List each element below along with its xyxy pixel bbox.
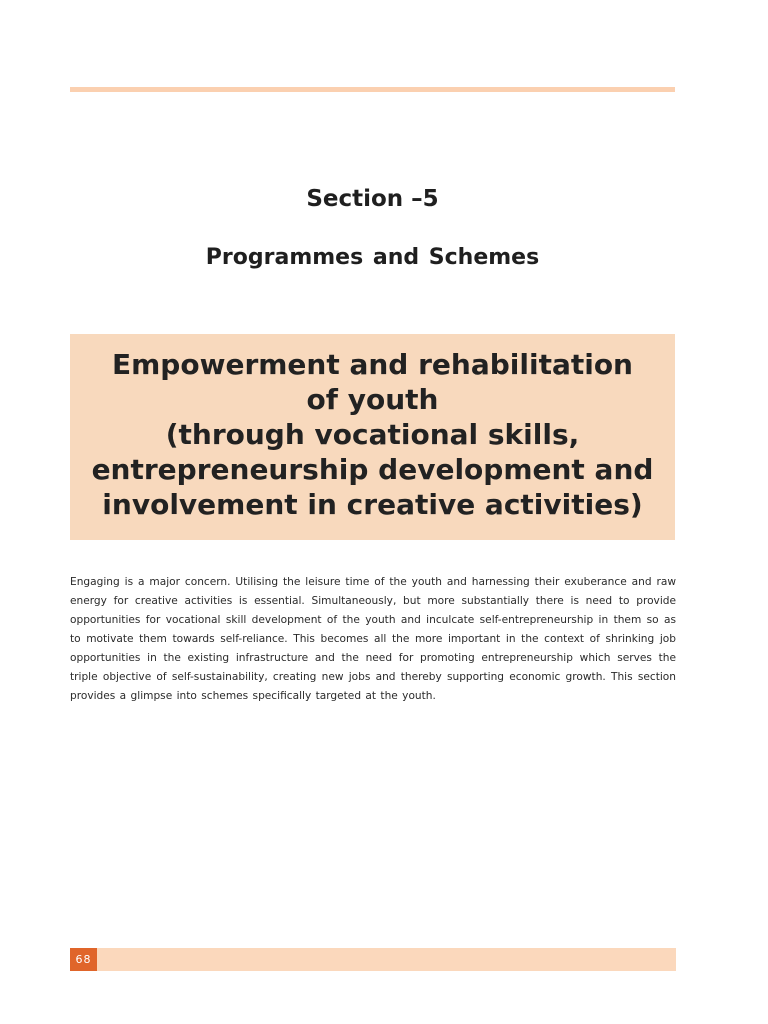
page-number: 68 xyxy=(70,948,97,971)
chapter-heading xyxy=(70,347,675,522)
heading-line: entrepreneurship development and xyxy=(91,453,654,486)
footer-bar xyxy=(70,948,676,971)
section-number: Section –5 xyxy=(306,186,439,212)
section-title: Programmes and Schemes xyxy=(205,245,540,270)
intro-paragraph: Engaging is a major concern. Utilising the leisure time of the youth and harnessing their exuberance and raw energy for creative activities is essential. Simultaneously, but more substantially there is need to provide opportunities for vocational skill development of the youth and inculcate self-entrepreneurship in them so as to motivate them towards self-reliance. This becomes all the more important in the context of shrinking job opportunities in the existing infrastructure and the need for promoting entrepreneurship which serves the triple objective of self-sustainability, creating new jobs and thereby supporting economic growth. This section provides a glimpse into schemes specifically targeted at the youth. xyxy=(70,576,676,702)
heading-line: involvement in creative activities) xyxy=(102,488,643,521)
heading-box xyxy=(70,334,675,540)
top-rule-divider xyxy=(70,87,675,92)
heading-line: of youth xyxy=(306,383,439,416)
heading-line: (through vocational skills, xyxy=(165,418,580,451)
heading-line: Empowerment and rehabilitation xyxy=(112,348,633,381)
